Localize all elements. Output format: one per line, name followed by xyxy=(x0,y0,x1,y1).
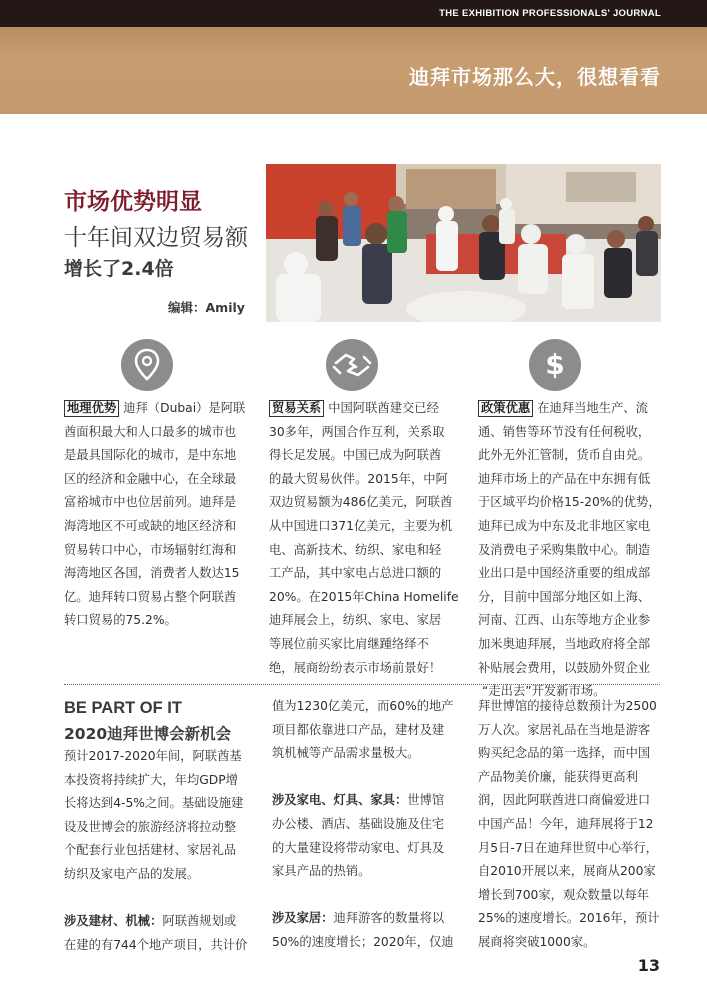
location-pin-icon xyxy=(121,339,173,391)
text-line: 中国阿联酋建交已经 xyxy=(328,401,439,415)
text-line: 是最具国际化的城市，是中东地 xyxy=(64,448,237,463)
editor-credit: 编辑：Amily xyxy=(168,300,245,315)
text-line: 拜世博馆的接待总数预计为2500 xyxy=(478,699,657,713)
text-line: 的大量建设将带动家电、灯具及 xyxy=(272,840,445,855)
sub-heading: 涉及建材、机械： xyxy=(64,914,163,929)
text-line: 值为1230亿美元，而60%的地产 xyxy=(272,699,454,713)
title-band xyxy=(0,27,707,114)
text-line: 设及世博会的旅游经济将拉动整 xyxy=(64,819,237,834)
text-line: 展商将突破1000家。 xyxy=(478,934,596,949)
text-line: 家具产品的热销。 xyxy=(272,864,371,879)
section-tag: 贸易关系 xyxy=(269,400,324,417)
text-line: 转口贸易的75.2%。 xyxy=(64,613,177,628)
text-line: 迪拜展会上，纺织、家电、家居 xyxy=(269,613,442,628)
svg-text:$: $ xyxy=(545,348,565,381)
text-line: 产品物美价廉，能获得更高利 xyxy=(478,769,638,784)
text-line: 在迪拜当地生产、流 xyxy=(537,401,648,415)
text-line: 自2010开展以来，展商从200家 xyxy=(478,864,656,879)
sub-heading: 涉及家电、灯具、家具： xyxy=(272,793,408,808)
text-line: “走出去”开发新市场。 xyxy=(482,684,606,699)
text-line: 于区域平均价格15-20%的优势， xyxy=(478,495,661,510)
text-line: 个配套行业包括建材、家居礼品 xyxy=(64,843,237,858)
text-line: 此外无外汇管制，货币自由兑。 xyxy=(478,448,651,463)
text-line: 购买纪念品的第一选择，而中国 xyxy=(478,746,651,761)
text-line: 河南、江西、山东等地方企业参 xyxy=(478,613,651,628)
text-line: 工产品，其中家电占总进口额的 xyxy=(269,566,442,581)
page-number: 13 xyxy=(637,956,660,975)
text-line: 业出口是中国经济重要的组成部 xyxy=(478,566,651,581)
text-line: 纺织及家电产品的发展。 xyxy=(64,866,200,881)
headline-line-3: 增长了2.4倍 xyxy=(64,258,174,280)
text-line: 加米奥迪拜展，当地政府将全部 xyxy=(478,636,651,651)
text-line: 筑机械等产品需求量极大。 xyxy=(272,746,420,761)
text-line: 酋面积最大和人口最多的城市也 xyxy=(64,424,237,439)
text-line: 万人次。家居礼品在当地是游客 xyxy=(478,722,651,737)
text-line: 迪拜游客的数量将以 xyxy=(333,911,445,926)
text-line: 区的经济和金融中心，在全球最 xyxy=(64,471,237,486)
text-line: 富裕城市中也位居前列。迪拜是 xyxy=(64,495,237,510)
text-line: 得长足发展。中国已成为阿联酋 xyxy=(269,448,442,463)
text-line: 预计2017-2020年间，阿联酋基 xyxy=(64,749,242,763)
dollar-icon xyxy=(529,339,581,391)
text-line: 中国产品！今年，迪拜展将于12 xyxy=(478,816,654,831)
text-line: 本投资将持续扩大，年均GDP增 xyxy=(64,772,238,787)
text-line: 亿。迪拜转口贸易占整个阿联酋 xyxy=(64,589,237,604)
text-line: 绝，展商纷纷表示市场前景好！ xyxy=(269,660,442,675)
text-line: 月5日-7日在迪拜世贸中心举行， xyxy=(478,840,658,855)
headline-line-1: 市场优势明显 xyxy=(64,189,202,215)
section-tag: 政策优惠 xyxy=(478,400,533,417)
text-line: 电、高新技术、纺织、家电和轻 xyxy=(269,542,442,557)
expo-column-3 xyxy=(478,695,678,955)
top-bar xyxy=(0,0,707,27)
text-line: 海湾地区不可或缺的地区经济和 xyxy=(64,518,237,533)
text-line: 25%的速度增长。2016年，预计 xyxy=(478,911,660,926)
text-line: 世博馆 xyxy=(407,793,445,808)
text-line: 及消费电子采购集散中心。制造 xyxy=(478,542,651,557)
band-title: 迪拜市场那么大，很想看看 xyxy=(409,65,661,89)
text-line: 分，目前中国部分地区如上海、 xyxy=(478,589,651,604)
text-line: 在建的有744个地产项目，共计价 xyxy=(64,937,248,952)
text-line: 双边贸易额为486亿美元，阿联酋 xyxy=(269,495,453,510)
text-line: 阿联酋规划或 xyxy=(162,914,237,929)
text-line: 等展位前买家比肩继踵络绎不 xyxy=(269,636,429,651)
text-line: 迪拜市场上的产品在中东拥有低 xyxy=(478,471,651,486)
text-line: 办公楼、酒店、基础设施及住宅 xyxy=(272,816,445,831)
expo-title: BE PART OF IT xyxy=(64,699,182,717)
exhibition-photo xyxy=(266,164,661,322)
text-line: 增长到700家，观众数量以每年 xyxy=(478,887,650,902)
text-line: 长将达到4-5%之间。基础设施建 xyxy=(64,796,244,811)
text-line: 补贴展会费用，以鼓励外贸企业 xyxy=(478,660,651,675)
journal-name: THE EXHIBITION PROFESSIONALS' JOURNAL xyxy=(439,8,661,19)
text-line: 通、销售等环节没有任何税收， xyxy=(478,424,651,439)
text-line: 的最大贸易伙伴。2015年，中阿 xyxy=(269,471,448,486)
text-line: 迪拜（Dubai）是阿联 xyxy=(123,401,246,415)
text-line: 迪拜已成为中东及北非地区家电 xyxy=(478,518,651,533)
section-geography xyxy=(64,397,254,633)
expo-subtitle: 2020迪拜世博会新机会 xyxy=(64,725,232,743)
section-tag: 地理优势 xyxy=(64,400,119,417)
handshake-icon xyxy=(326,339,378,391)
section-policy xyxy=(478,397,678,704)
dotted-divider xyxy=(64,684,660,685)
text-line: 30多年，两国合作互利，关系取 xyxy=(269,424,445,439)
text-line: 贸易转口中心，市场辐射红海和 xyxy=(64,542,237,557)
text-line: 项目都依靠进口产品，建材及建 xyxy=(272,722,445,737)
text-line: 从中国进口371亿美元，主要为机 xyxy=(269,518,453,533)
section-trade-relations xyxy=(269,397,469,680)
sub-heading: 涉及家居： xyxy=(272,911,334,926)
text-line: 海湾地区各国，消费者人数达15 xyxy=(64,566,240,581)
text-line: 润，因此阿联酋进口商偏爱进口 xyxy=(478,793,651,808)
expo-column-2 xyxy=(272,695,467,955)
text-line: 50%的速度增长；2020年，仅迪 xyxy=(272,934,454,949)
text-line: 20%。在2015年China Homelife xyxy=(269,589,459,604)
headline-line-2: 十年间双边贸易额 xyxy=(64,225,248,251)
expo-column-1 xyxy=(64,745,264,957)
